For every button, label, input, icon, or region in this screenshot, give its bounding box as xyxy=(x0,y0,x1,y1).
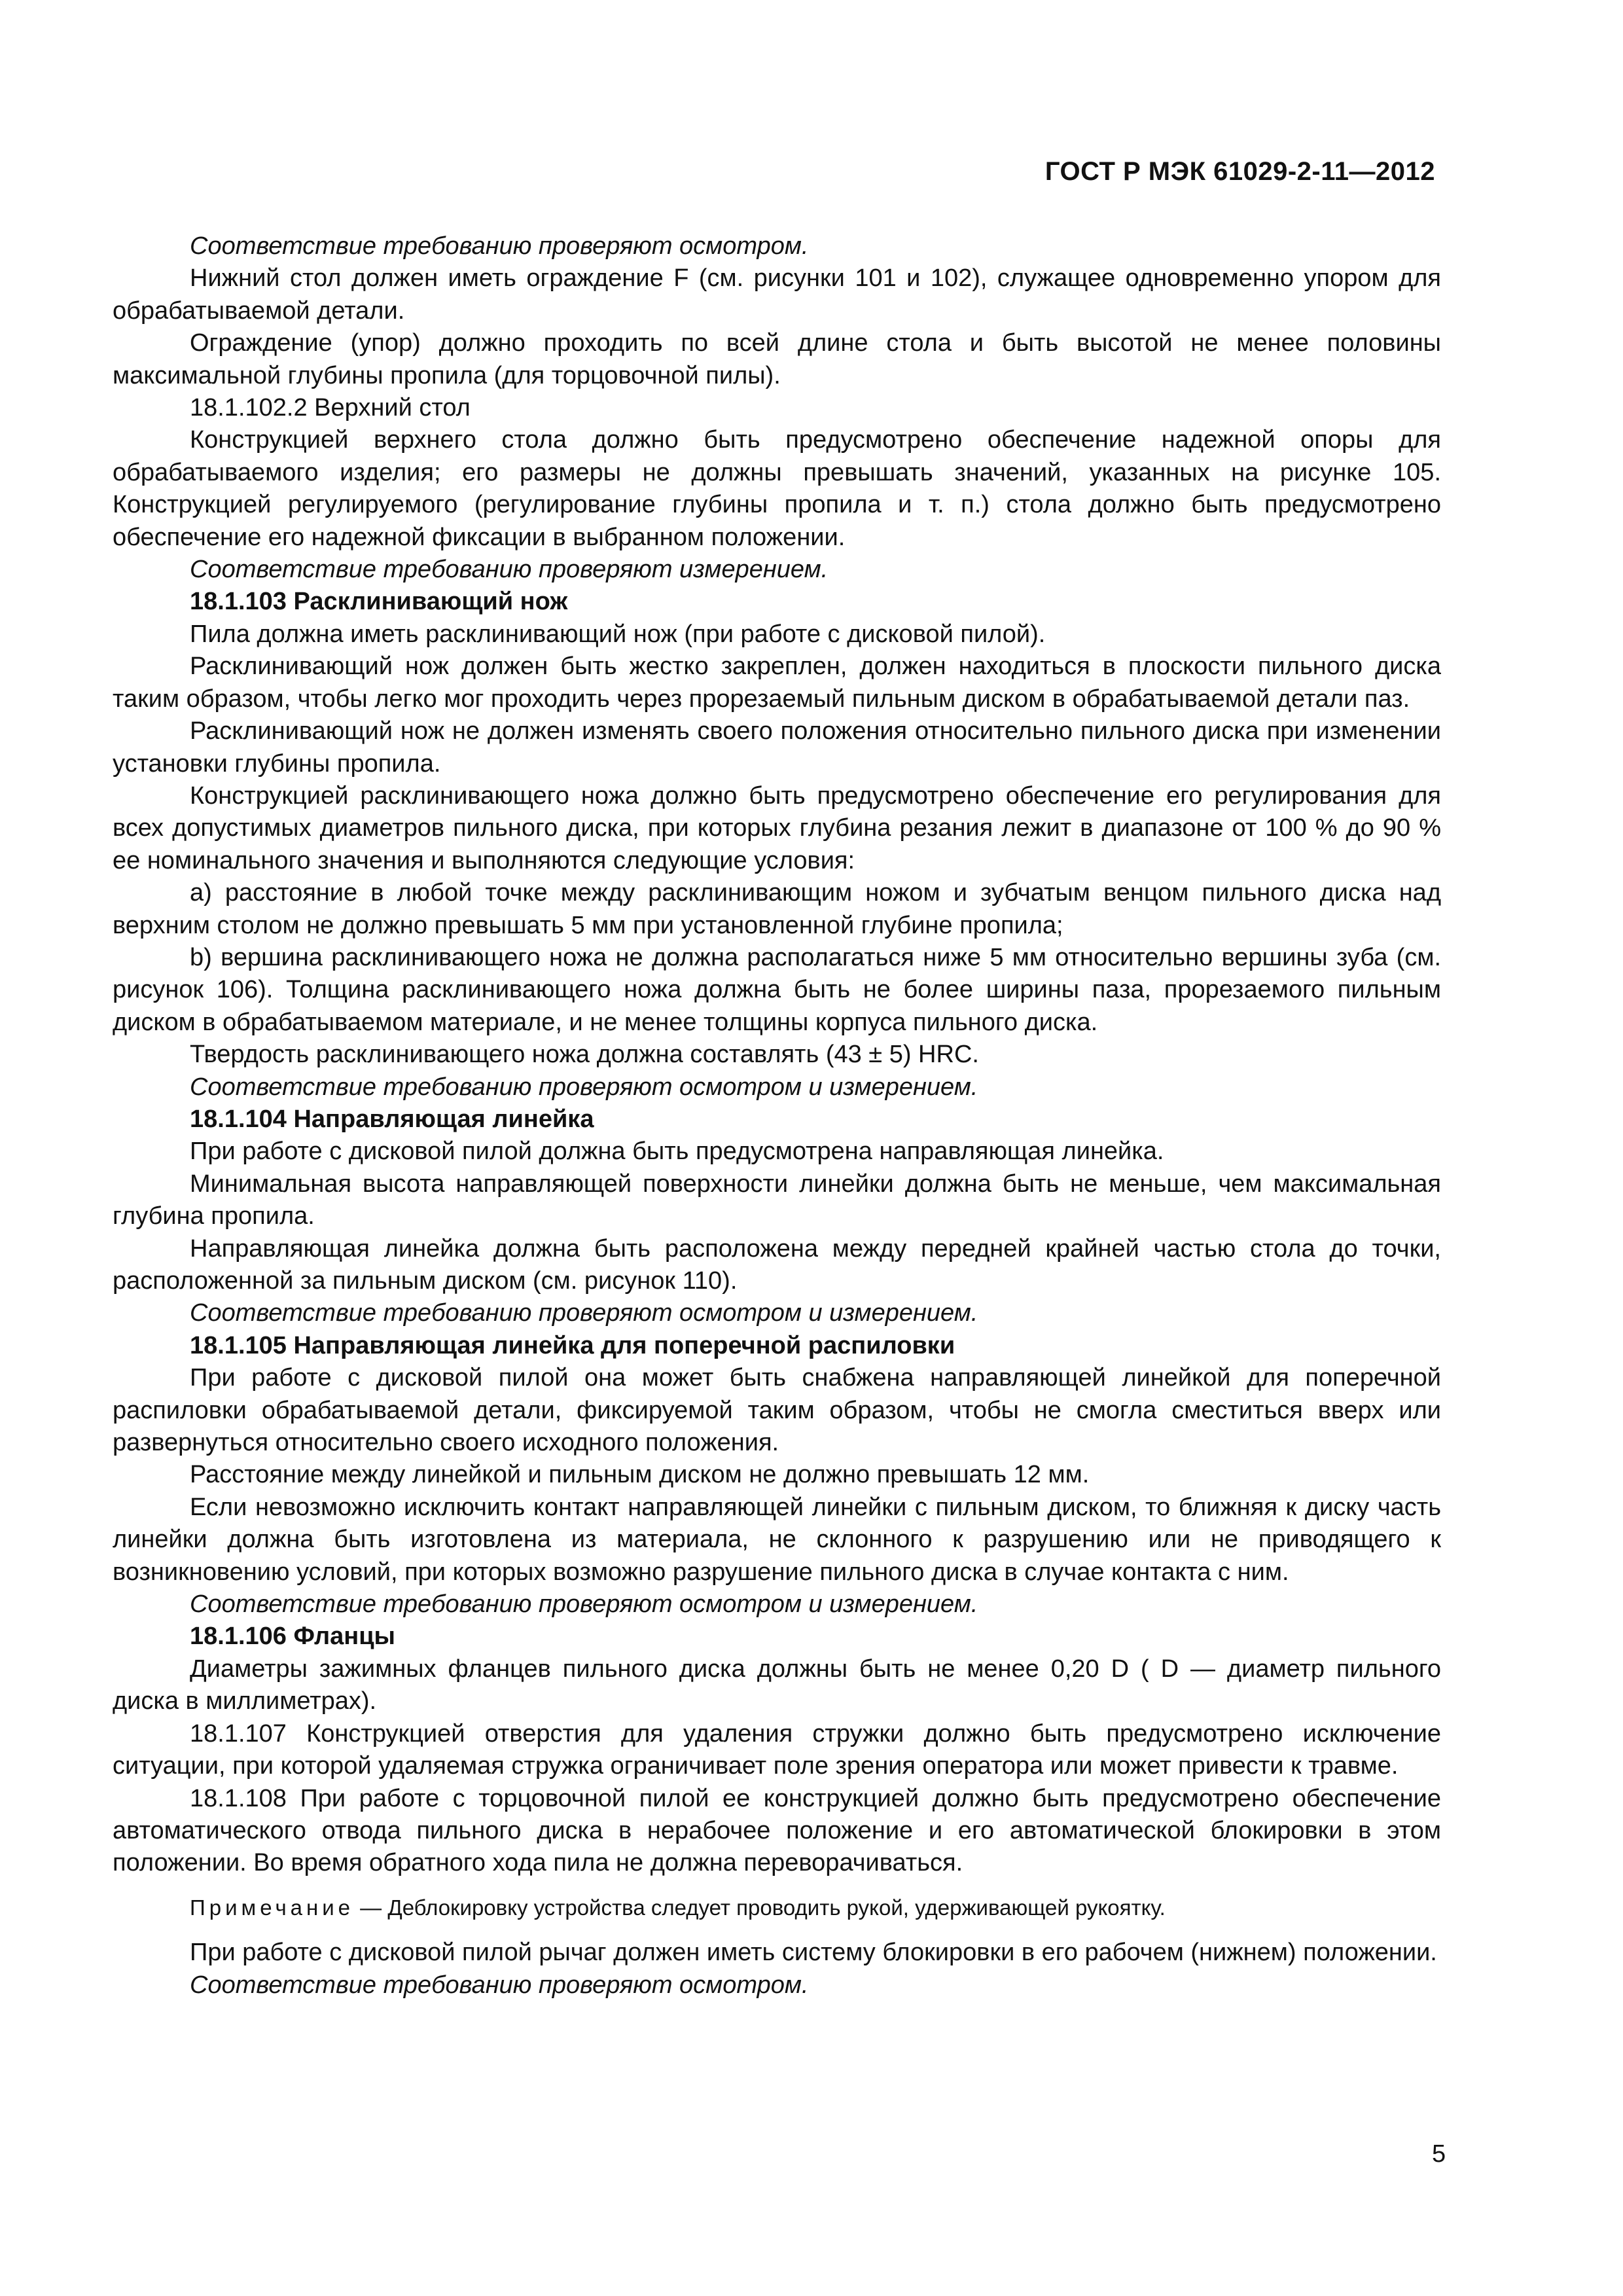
body-paragraph: 18.1.108 При работе с торцовочной пилой ее конструкцией должно быть предусмотрено обеспечение автоматического отвода пильного диска в нерабочее положение и его автоматической блокировки в этом положении. Во время обратного хода пила не должна переворачиваться. xyxy=(113,1784,1441,1877)
compliance-note: Соответствие требованию проверяют осмотром и измерением. xyxy=(190,1590,978,1619)
page-number: 5 xyxy=(1432,2140,1446,2168)
body-paragraph: Ограждение (упор) должно проходить по всей длине стола и быть высотой не менее половины максимальной глубины пропила (для торцовочной пилы). xyxy=(113,329,1441,389)
body-paragraph: Диаметры зажимных фланцев пильного диска должны быть не менее 0,20 D ( D — диаметр пильного диска в миллиметрах). xyxy=(113,1655,1441,1715)
note-paragraph xyxy=(113,1892,1441,1924)
body-paragraph: При работе с дисковой пилой должна быть предусмотрена направляющая линейка. xyxy=(190,1138,1164,1166)
note-text: — Деблокировку устройства следует проводить рукой, удерживающей рукоятку. xyxy=(354,1895,1166,1920)
subsection-title: 18.1.102.2 Верхний стол xyxy=(190,394,471,422)
document-header-code: ГОСТ Р МЭК 61029-2-11—2012 xyxy=(1044,157,1435,186)
body-paragraph: Расстояние между линейкой и пильным диском не должно превышать 12 мм. xyxy=(190,1461,1090,1489)
note-label: Примечание xyxy=(190,1895,355,1920)
body-paragraph: Расклинивающий нож не должен изменять своего положения относительно пильного диска при изменении установки глубины пропила. xyxy=(113,717,1441,778)
section-heading: 18.1.106 Фланцы xyxy=(190,1623,396,1651)
compliance-note: Соответствие требованию проверяют осмотром. xyxy=(190,1971,809,1999)
body-paragraph: Если невозможно исключить контакт направляющей линейки с пильным диском, то ближняя к диску часть линейки должна быть изготовлена из материала, не склонного к разрушению или не приводящего к возникновению условий, при которых возможно разрушение пильного диска в случае контакта с ним. xyxy=(113,1493,1441,1586)
body-paragraph: При работе с дисковой пилой рычаг должен иметь систему блокировки в его рабочем (нижнем) положении. xyxy=(190,1939,1437,1967)
section-heading: 18.1.104 Направляющая линейка xyxy=(190,1105,594,1133)
compliance-note: Соответствие требованию проверяют осмотром. xyxy=(190,232,809,260)
body-paragraph: Пила должна иметь расклинивающий нож (при работе с дисковой пилой). xyxy=(190,620,1046,648)
body-paragraph: Конструкцией расклинивающего ножа должно быть предусмотрено обеспечение его регулирования для всех допустимых диаметров пильного диска, при которых глубина резания лежит в диапазоне от 100 % до 90 % ее номинального значения и выполняются следующие условия: xyxy=(113,781,1441,874)
body-paragraph: Минимальная высота направляющей поверхности линейки должна быть не меньше, чем максимальная глубина пропила. xyxy=(113,1170,1441,1230)
body-paragraph: При работе с дисковой пилой она может быть снабжена направляющей линейкой для поперечной распиловки обрабатываемой детали, фиксируемой таким образом, чтобы не смогла сместиться вверх или развернуться относительно своего исходного положения. xyxy=(113,1364,1441,1457)
list-item-a: а) расстояние в любой точке между расклинивающим ножом и зубчатым венцом пильного диска над верхним столом не должно превышать 5 мм при установленной глубине пропила; xyxy=(113,879,1441,939)
section-heading: 18.1.103 Расклинивающий нож xyxy=(190,588,568,616)
body-paragraph: Твердость расклинивающего ножа должна составлять (43 ± 5) HRC. xyxy=(190,1041,979,1069)
compliance-note: Соответствие требованию проверяют осмотром и измерением. xyxy=(190,1299,978,1327)
body-paragraph: Направляющая линейка должна быть расположена между передней крайней частью стола до точки, расположенной за пильным диском (см. рисунок 110). xyxy=(113,1234,1441,1295)
page-body xyxy=(113,230,1441,2001)
body-paragraph: 18.1.107 Конструкцией отверстия для удаления стружки должно быть предусмотрено исключение ситуации, при которой удаляемая стружка ограничивает поле зрения оператора или может привести к травме. xyxy=(113,1719,1441,1780)
body-paragraph: Конструкцией верхнего стола должно быть предусмотрено обеспечение надежной опоры для обрабатываемого изделия; его размеры не должны превышать значений, указанных на рисунке 105. Конструкцией регулируемого (регулирование глубины пропила и т. п.) стола должно быть предусмотрено обеспечение его надежной фиксации в выбранном положении. xyxy=(113,426,1441,551)
list-item-b: b) вершина расклинивающего ножа не должна располагаться ниже 5 мм относительно вершины зуба (см. рисунок 106). Толщина расклинивающего ножа должна быть не более ширины паза, прорезаемого пильным диском в обрабатываемом материале, и не менее толщины корпуса пильного диска. xyxy=(113,943,1441,1036)
compliance-note: Соответствие требованию проверяют осмотром и измерением. xyxy=(190,1073,978,1101)
compliance-note: Соответствие требованию проверяют измерением. xyxy=(190,556,829,584)
body-paragraph: Нижний стол должен иметь ограждение F (см. рисунки 101 и 102), служащее одновременно упором для обрабатываемой детали. xyxy=(113,264,1441,325)
body-paragraph: Расклинивающий нож должен быть жестко закреплен, должен находиться в плоскости пильного диска таким образом, чтобы легко мог проходить через прорезаемый пильным диском в обрабатываемой детали паз. xyxy=(113,653,1441,713)
section-heading: 18.1.105 Направляющая линейка для поперечной распиловки xyxy=(190,1331,955,1359)
